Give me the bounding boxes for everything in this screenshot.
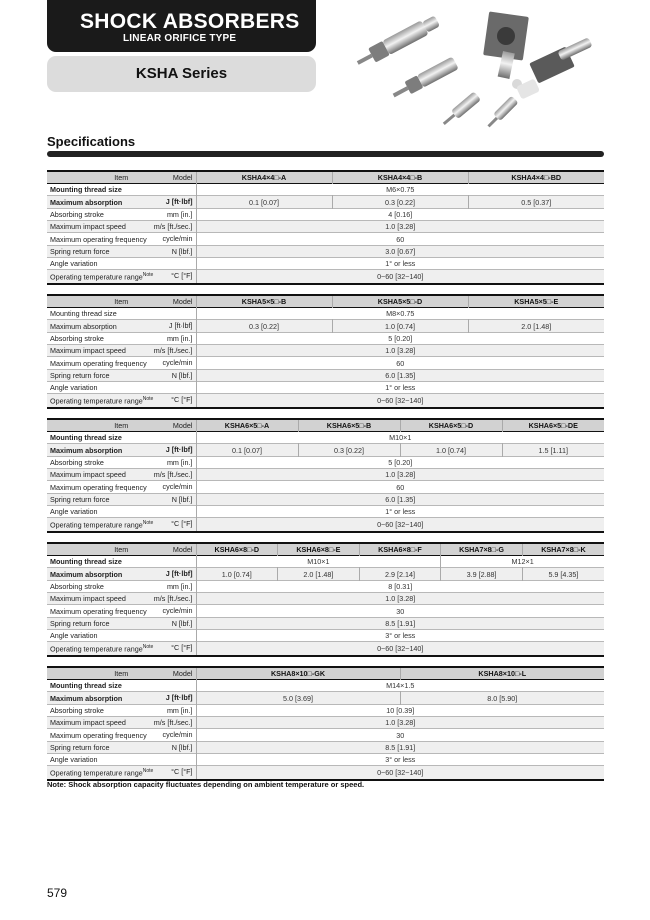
table-cell: 1.5 [1.11] <box>538 445 568 455</box>
row-label <box>47 245 196 257</box>
table-header-row <box>47 419 604 432</box>
table-row <box>47 493 604 505</box>
table-row <box>47 481 604 493</box>
table-cell: M10×1 <box>196 556 441 568</box>
model-label: Model <box>172 173 193 182</box>
model-header: KSHA6×5□-D <box>400 419 502 432</box>
row-unit: cycle/min <box>162 730 193 740</box>
table-cell: 2.0 [1.48] <box>521 321 552 331</box>
table-row <box>47 357 604 369</box>
row-label <box>47 469 196 481</box>
row-unit: cycle/min <box>162 358 193 368</box>
row-label <box>47 221 196 233</box>
table-row <box>47 245 604 257</box>
row-unit: J [ft·lbf] <box>168 321 193 331</box>
row-label-text: Operating temperature range <box>50 396 143 406</box>
table-row <box>47 196 604 208</box>
table-cell: 8.5 [1.91] <box>385 742 416 752</box>
spec-table-5 <box>47 666 604 781</box>
spec-table-1 <box>47 170 604 285</box>
row-unit: cycle/min <box>162 234 193 244</box>
model-header: KSHA6×5□-B <box>298 419 400 432</box>
row-label <box>47 308 196 320</box>
table-cell: 0.3 [0.22] <box>298 444 400 456</box>
table-row <box>47 308 604 320</box>
table-cell: 0.1 [0.07] <box>196 444 298 456</box>
model-header: KSHA6×8□-F <box>359 543 441 556</box>
table-row <box>47 432 604 444</box>
table-row <box>47 617 604 629</box>
row-label-text: Maximum impact speed <box>50 346 126 356</box>
row-label-text: Maximum operating frequency <box>50 730 147 740</box>
table-cell: 0.1 [0.07] <box>196 196 332 208</box>
row-label <box>47 493 196 505</box>
model-header: KSHA4×4□-A <box>196 171 332 184</box>
table-cell: M6×0.75 <box>386 185 415 195</box>
model-header: KSHA5×5□-B <box>196 295 332 308</box>
table-cell: 5.9 [4.35] <box>548 569 579 579</box>
table-cell: 30 <box>396 730 405 740</box>
table-cell: 8.5 [1.91] <box>385 618 416 628</box>
row-label-text: Angle variation <box>50 507 98 517</box>
table-row <box>47 680 604 692</box>
table-row <box>47 717 604 729</box>
row-label <box>47 741 196 753</box>
row-label-text: Maximum operating frequency <box>50 358 147 368</box>
row-label-text: Angle variation <box>50 631 98 641</box>
table-row <box>47 518 604 532</box>
item-label: Item <box>114 669 129 678</box>
row-label-text: Maximum impact speed <box>50 594 126 604</box>
row-unit: cycle/min <box>162 606 193 616</box>
table-row <box>47 580 604 592</box>
table-row <box>47 605 604 617</box>
table-cell: M8×0.75 <box>386 309 415 319</box>
row-label <box>47 382 196 394</box>
table-cell: 1.0 [0.74] <box>196 568 278 580</box>
section-title: Specifications <box>47 134 136 149</box>
series-label: KSHA Series <box>135 65 228 82</box>
row-label <box>47 258 196 270</box>
row-label-text: Mounting thread size <box>50 185 122 195</box>
row-label <box>47 481 196 493</box>
row-label <box>47 605 196 617</box>
row-label-text: Maximum operating frequency <box>50 482 147 492</box>
row-label-text: Absorbing stroke <box>50 333 104 343</box>
row-label <box>47 729 196 741</box>
table-row <box>47 270 604 284</box>
note-marker: Note <box>142 272 154 279</box>
table-row <box>47 741 604 753</box>
table-cell: 2.0 [1.48] <box>278 568 360 580</box>
row-unit: m/s [ft./sec.] <box>153 222 193 232</box>
table-cell: 5 [0.20] <box>388 457 413 467</box>
row-unit: J [ft·lbf] <box>165 197 193 207</box>
row-label-text: Absorbing stroke <box>50 581 104 591</box>
note-marker: Note <box>142 520 154 527</box>
table-row <box>47 469 604 481</box>
row-label-text: Operating temperature range <box>50 768 143 778</box>
row-unit: °C [°F] <box>171 271 193 281</box>
row-label <box>47 196 196 208</box>
table-cell: 1.0 [3.28] <box>385 718 416 728</box>
row-label <box>47 692 196 704</box>
row-unit: °C [°F] <box>171 519 193 529</box>
row-label-text: Spring return force <box>50 742 110 752</box>
table-cell: 0~60 [32~140] <box>377 520 424 530</box>
table-row <box>47 233 604 245</box>
row-label <box>47 456 196 468</box>
row-label-text: Angle variation <box>50 755 98 765</box>
row-unit: N [lbf.] <box>171 618 193 628</box>
row-label <box>47 444 196 456</box>
table-cell: 8.0 [5.90] <box>487 693 518 703</box>
model-label: Model <box>172 297 193 306</box>
table-cell: 1.0 [0.74] <box>400 444 502 456</box>
table-cell: 2.9 [2.14] <box>359 568 441 580</box>
table-row <box>47 382 604 394</box>
model-header: KSHA8×10□-L <box>478 669 527 678</box>
row-label <box>47 345 196 357</box>
note-marker: Note <box>142 396 154 403</box>
row-unit: N [lbf.] <box>171 246 193 256</box>
footnote: Note: Shock absorption capacity fluctuates depending on ambient temperature or speed. <box>47 780 365 789</box>
spec-table-4 <box>47 542 604 657</box>
table-cell: M12×1 <box>511 557 534 567</box>
row-unit: m/s [ft./sec.] <box>153 718 193 728</box>
row-label <box>47 332 196 344</box>
table-row <box>47 754 604 766</box>
row-label-text: Maximum absorption <box>50 445 123 455</box>
item-label: Item <box>114 297 129 306</box>
table-cell: 3° or less <box>385 631 416 641</box>
table-row <box>47 369 604 381</box>
spec-table-2 <box>47 294 604 409</box>
item-model-cell <box>47 295 196 308</box>
row-label-text: Angle variation <box>50 259 98 269</box>
row-label <box>47 766 196 780</box>
row-label <box>47 568 196 580</box>
table-row <box>47 506 604 518</box>
row-label <box>47 320 196 332</box>
page-title: SHOCK ABSORBERS <box>80 10 300 33</box>
table-row <box>47 630 604 642</box>
row-unit: °C [°F] <box>171 767 193 777</box>
table-header-row <box>47 667 604 680</box>
row-label-text: Mounting thread size <box>50 557 122 567</box>
table-cell: M10×1 <box>389 433 412 443</box>
table-row <box>47 208 604 220</box>
row-label-text: Mounting thread size <box>50 433 122 443</box>
table-cell: 5.0 [3.69] <box>196 692 400 704</box>
table-row <box>47 444 604 456</box>
row-label-text: Spring return force <box>50 246 110 256</box>
model-header: KSHA5×5□-D <box>332 295 468 308</box>
table-cell: 0~60 [32~140] <box>377 644 424 654</box>
table-row <box>47 456 604 468</box>
row-label-text: Mounting thread size <box>50 681 122 691</box>
table-header-row <box>47 543 604 556</box>
table-header-row <box>47 295 604 308</box>
model-header: KSHA6×5□-A <box>196 419 298 432</box>
item-label: Item <box>114 421 129 430</box>
table-cell: 6.0 [1.35] <box>385 370 416 380</box>
row-label <box>47 680 196 692</box>
row-label <box>47 754 196 766</box>
table-row <box>47 332 604 344</box>
row-label <box>47 506 196 518</box>
model-header: KSHA6×8□-E <box>278 543 360 556</box>
table-cell: 0~60 [32~140] <box>377 768 424 778</box>
row-label <box>47 704 196 716</box>
note-marker: Note <box>142 768 154 775</box>
row-label <box>47 233 196 245</box>
row-label <box>47 184 196 196</box>
row-label <box>47 208 196 220</box>
row-unit: N [lbf.] <box>171 370 193 380</box>
table-row <box>47 394 604 408</box>
row-label-text: Absorbing stroke <box>50 705 104 715</box>
table-row <box>47 704 604 716</box>
row-label-text: Operating temperature range <box>50 520 143 530</box>
table-row <box>47 221 604 233</box>
table-row <box>47 692 604 704</box>
row-label-text: Maximum impact speed <box>50 470 126 480</box>
row-label-text: Spring return force <box>50 370 110 380</box>
table-cell: 4 [0.16] <box>388 209 413 219</box>
model-header: KSHA6×5□-DE <box>528 421 578 430</box>
row-label-text: Maximum absorption <box>50 197 123 207</box>
table-cell: 0.3 [0.22] <box>332 196 468 208</box>
row-unit: m/s [ft./sec.] <box>153 346 193 356</box>
table-cell: 1° or less <box>385 383 416 393</box>
table-cell: 1° or less <box>385 259 416 269</box>
table-cell: 0.3 [0.22] <box>196 320 332 332</box>
spec-table-3 <box>47 418 604 533</box>
table-cell: 8 [0.31] <box>388 581 413 591</box>
row-unit: N [lbf.] <box>171 494 193 504</box>
table-cell: 6.0 [1.35] <box>385 494 416 504</box>
row-label-text: Operating temperature range <box>50 644 143 654</box>
table-row <box>47 320 604 332</box>
row-unit: mm [in.] <box>166 333 193 343</box>
model-header: KSHA4×4□-B <box>332 171 468 184</box>
row-label-text: Spring return force <box>50 618 110 628</box>
table-row <box>47 345 604 357</box>
series-box <box>47 56 316 92</box>
model-label: Model <box>172 669 193 678</box>
table-cell: 3.0 [0.67] <box>385 246 416 256</box>
table-cell: 1.0 [3.28] <box>385 594 416 604</box>
model-header: KSHA7×8□-G <box>441 543 523 556</box>
model-header: KSHA4×4□-BD <box>511 173 562 182</box>
table-cell: 0.5 [0.37] <box>521 197 552 207</box>
page-subtitle: LINEAR ORIFICE TYPE <box>123 33 237 44</box>
table-cell: 1.0 [3.28] <box>385 222 416 232</box>
row-label-text: Angle variation <box>50 383 98 393</box>
table-row <box>47 184 604 196</box>
title-box <box>47 0 316 52</box>
model-header: KSHA8×10□-GK <box>196 667 400 680</box>
row-unit: °C [°F] <box>171 395 193 405</box>
row-label <box>47 642 196 656</box>
table-row <box>47 642 604 656</box>
item-model-cell <box>47 543 196 556</box>
row-unit: mm [in.] <box>166 581 193 591</box>
table-cell: 5 [0.20] <box>388 333 413 343</box>
item-model-cell <box>47 171 196 184</box>
model-header: KSHA5×5□-E <box>514 297 559 306</box>
table-row <box>47 729 604 741</box>
table-cell: 60 <box>396 234 405 244</box>
row-label <box>47 617 196 629</box>
row-label-text: Maximum operating frequency <box>50 606 147 616</box>
model-header: KSHA6×8□-D <box>196 543 278 556</box>
row-unit: mm [in.] <box>166 705 193 715</box>
table-cell: 0~60 [32~140] <box>377 396 424 406</box>
row-label <box>47 630 196 642</box>
table-row <box>47 766 604 780</box>
row-label-text: Maximum absorption <box>50 321 117 331</box>
row-label-text: Maximum impact speed <box>50 222 126 232</box>
product-image <box>348 6 604 138</box>
table-cell: 60 <box>396 358 405 368</box>
table-cell: 1° or less <box>385 507 416 517</box>
table-cell: 30 <box>396 606 405 616</box>
row-label <box>47 580 196 592</box>
table-cell: M14×1.5 <box>386 681 415 691</box>
note-marker: Note <box>142 644 154 651</box>
row-label <box>47 556 196 568</box>
row-label-text: Mounting thread size <box>50 309 117 319</box>
row-unit: mm [in.] <box>166 457 193 467</box>
row-label <box>47 357 196 369</box>
row-unit: N [lbf.] <box>171 742 193 752</box>
row-unit: °C [°F] <box>171 643 193 653</box>
row-label-text: Maximum absorption <box>50 693 123 703</box>
table-cell: 1.0 [0.74] <box>332 320 468 332</box>
row-label <box>47 518 196 532</box>
table-row <box>47 556 604 568</box>
table-row <box>47 593 604 605</box>
row-label-text: Spring return force <box>50 494 110 504</box>
item-model-cell <box>47 667 196 680</box>
table-cell: 3.9 [2.88] <box>441 568 523 580</box>
row-label-text: Absorbing stroke <box>50 209 104 219</box>
row-label-text: Maximum impact speed <box>50 718 126 728</box>
table-cell: 3° or less <box>385 755 416 765</box>
row-label-text: Operating temperature range <box>50 272 143 282</box>
row-label-text: Maximum operating frequency <box>50 234 147 244</box>
model-label: Model <box>172 545 193 554</box>
item-model-cell <box>47 419 196 432</box>
row-label <box>47 717 196 729</box>
model-label: Model <box>172 421 193 430</box>
row-unit: cycle/min <box>162 482 193 492</box>
table-row <box>47 568 604 580</box>
table-cell: 10 [0.39] <box>386 705 415 715</box>
row-label <box>47 432 196 444</box>
row-unit: J [ft·lbf] <box>165 693 193 703</box>
table-header-row <box>47 171 604 184</box>
section-rule <box>47 151 604 157</box>
table-cell: 60 <box>396 482 405 492</box>
row-label-text: Absorbing stroke <box>50 457 104 467</box>
table-cell: 0~60 [32~140] <box>377 272 424 282</box>
row-label <box>47 394 196 408</box>
row-unit: J [ft·lbf] <box>165 445 193 455</box>
row-unit: J [ft·lbf] <box>165 569 193 579</box>
table-cell: 1.0 [3.28] <box>385 470 416 480</box>
row-label <box>47 369 196 381</box>
row-unit: m/s [ft./sec.] <box>153 470 193 480</box>
row-label-text: Maximum absorption <box>50 569 123 579</box>
row-unit: mm [in.] <box>166 209 193 219</box>
table-cell: 1.0 [3.28] <box>385 346 416 356</box>
row-unit: m/s [ft./sec.] <box>153 594 193 604</box>
row-label <box>47 270 196 284</box>
item-label: Item <box>114 173 129 182</box>
page-number: 579 <box>47 886 68 900</box>
item-label: Item <box>114 545 129 554</box>
row-label <box>47 593 196 605</box>
model-header: KSHA7×8□-K <box>541 545 586 554</box>
table-row <box>47 258 604 270</box>
